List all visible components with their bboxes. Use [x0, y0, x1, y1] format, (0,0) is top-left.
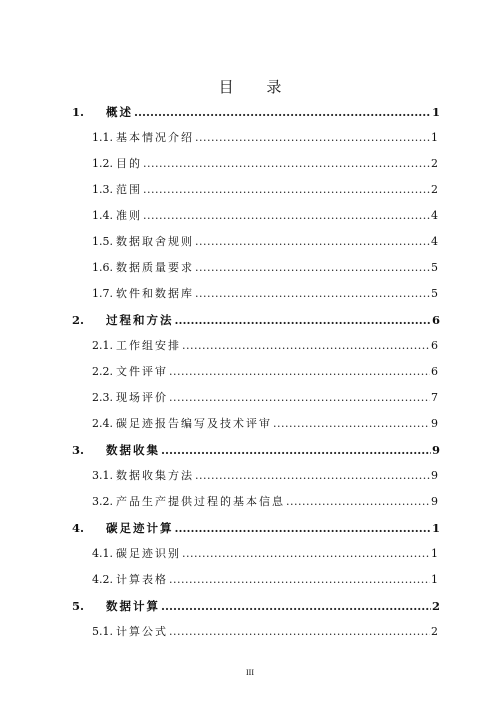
toc-entry-title: 碳足迹报告编写及技术评审 — [116, 417, 272, 430]
toc-leader-dots — [195, 467, 430, 485]
toc-entry-page: 1 — [431, 131, 438, 144]
toc-entry-number: 2.4. — [92, 417, 113, 430]
toc-entry[interactable] — [92, 571, 438, 589]
toc-entry[interactable] — [92, 545, 438, 563]
toc-entry-number: 1.2. — [92, 157, 113, 170]
toc-entry-page: 4 — [431, 209, 438, 222]
toc-entry[interactable] — [92, 155, 438, 173]
toc-leader-dots — [175, 519, 431, 537]
toc-entry-title: 概述 — [106, 105, 133, 119]
toc-entry-title: 软件和数据库 — [116, 287, 194, 300]
toc-leader-dots — [143, 181, 430, 199]
toc-entry-number: 3.2. — [92, 495, 113, 508]
toc-entry-number: 3. — [72, 443, 85, 457]
toc-entry[interactable] — [92, 337, 438, 355]
toc-entry[interactable] — [72, 311, 440, 329]
toc-entry[interactable] — [72, 597, 440, 615]
toc-entry-page: 9 — [431, 417, 438, 430]
toc-leader-dots — [195, 233, 430, 251]
toc-entry-title: 范围 — [116, 183, 142, 196]
toc-entry-page: 9 — [431, 443, 440, 457]
toc-entry-page: 4 — [431, 235, 438, 248]
toc-entry-title: 数据质量要求 — [116, 261, 194, 274]
toc-entry-title: 基本情况介绍 — [116, 131, 194, 144]
toc-leader-dots — [169, 571, 430, 589]
toc-entry-title: 数据收集 — [106, 443, 160, 457]
toc-entry-page: 9 — [431, 469, 438, 482]
toc-entry-page: 2 — [431, 625, 438, 638]
toc-entry-number: 1.7. — [92, 287, 113, 300]
toc-entry-page: 1 — [431, 105, 440, 119]
toc-entry[interactable] — [92, 259, 438, 277]
toc-entry-title: 工作组安排 — [116, 339, 181, 352]
toc-entry[interactable] — [92, 181, 438, 199]
toc-entry[interactable] — [92, 415, 438, 433]
toc-entry-title: 碳足迹计算 — [106, 521, 174, 535]
toc-leader-dots — [182, 545, 430, 563]
toc-entry[interactable] — [92, 467, 438, 485]
toc-entry-page: 1 — [431, 547, 438, 560]
toc-entry[interactable] — [72, 441, 440, 459]
toc-entry[interactable] — [72, 519, 440, 537]
toc-entry-number: 3.1. — [92, 469, 113, 482]
toc-leader-dots — [286, 493, 430, 511]
toc-leader-dots — [169, 389, 430, 407]
toc-leader-dots — [169, 363, 430, 381]
toc-entry-page: 6 — [431, 339, 438, 352]
toc-entry-title: 计算表格 — [116, 573, 168, 586]
toc-entry-title: 碳足迹识别 — [116, 547, 181, 560]
toc-entry-title: 目的 — [116, 157, 142, 170]
toc-entry-number: 5.1. — [92, 625, 113, 638]
toc-entry[interactable] — [92, 285, 438, 303]
toc-entry-page: 7 — [431, 391, 438, 404]
toc-entry-number: 1.5. — [92, 235, 113, 248]
toc-entry-page: 6 — [431, 313, 440, 327]
toc-entry-title: 过程和方法 — [106, 313, 174, 327]
toc-entry-page: 5 — [431, 261, 438, 274]
toc-leader-dots — [143, 207, 430, 225]
toc-leader-dots — [273, 415, 430, 433]
toc-entry-number: 2.2. — [92, 365, 113, 378]
toc-entry[interactable] — [92, 207, 438, 225]
toc-entry-page: 6 — [431, 365, 438, 378]
toc-leader-dots — [175, 311, 431, 329]
toc-entry-number: 1. — [72, 105, 85, 119]
toc-entry[interactable] — [92, 389, 438, 407]
toc-entry-title: 数据收集方法 — [116, 469, 194, 482]
toc-entry-number: 2.1. — [92, 339, 113, 352]
toc-entry-number: 1.6. — [92, 261, 113, 274]
toc-entry-page: 2 — [431, 599, 440, 613]
toc-entry-page: 9 — [431, 495, 438, 508]
toc-entry-number: 4.1. — [92, 547, 113, 560]
toc-leader-dots — [195, 259, 430, 277]
toc-leader-dots — [195, 129, 430, 147]
toc-entry[interactable] — [92, 233, 438, 251]
toc-entry-number: 1.3. — [92, 183, 113, 196]
toc-entry-title: 计算公式 — [116, 625, 168, 638]
toc-entry-page: 1 — [431, 521, 440, 535]
toc-leader-dots — [161, 441, 431, 459]
toc-entry-title: 现场评价 — [116, 391, 168, 404]
toc-entry-number: 1.1. — [92, 131, 113, 144]
toc-entry[interactable] — [72, 103, 440, 121]
toc-entry[interactable] — [92, 493, 438, 511]
toc-entry-number: 4.2. — [92, 573, 113, 586]
toc-entry-number: 2.3. — [92, 391, 113, 404]
toc-entry-title: 数据取舍规则 — [116, 235, 194, 248]
toc-entry-title: 文件评审 — [116, 365, 168, 378]
toc-leader-dots — [169, 623, 430, 641]
page-title: 目 录 — [218, 78, 296, 96]
toc-entry-page: 5 — [431, 287, 438, 300]
toc-entry[interactable] — [92, 363, 438, 381]
toc-entry-title: 准则 — [116, 209, 142, 222]
toc-leader-dots — [182, 337, 430, 355]
toc-entry-page: 2 — [431, 157, 438, 170]
toc-entry-number: 5. — [72, 599, 85, 613]
toc-entry-title: 产品生产提供过程的基本信息 — [116, 495, 285, 508]
toc-entry-page: 1 — [431, 573, 438, 586]
toc-entry-number: 1.4. — [92, 209, 113, 222]
toc-leader-dots — [134, 103, 431, 121]
toc-entry[interactable] — [92, 623, 438, 641]
toc-leader-dots — [143, 155, 430, 173]
toc-leader-dots — [161, 597, 431, 615]
toc-entry-title: 数据计算 — [106, 599, 160, 613]
toc-entry-number: 2. — [72, 313, 85, 327]
toc-leader-dots — [195, 285, 430, 303]
footer-page-number: III — [246, 668, 254, 677]
toc-entry-number: 4. — [72, 521, 85, 535]
toc-entry-page: 2 — [431, 183, 438, 196]
toc-entry[interactable] — [92, 129, 438, 147]
